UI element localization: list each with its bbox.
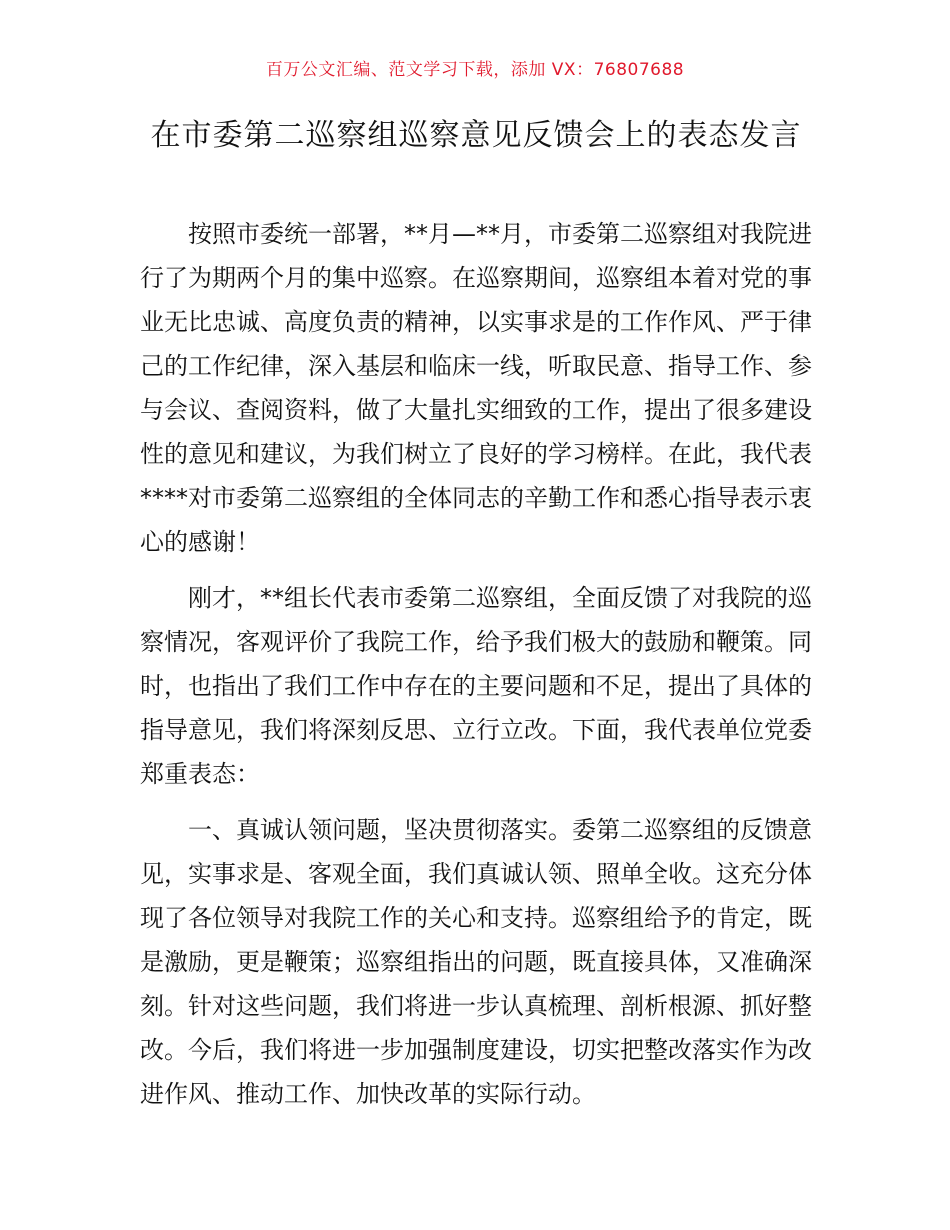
watermark-header: 百万公文汇编、范文学习下载，添加 VX：76807688 [265, 60, 685, 80]
document-body [140, 212, 812, 1128]
page-title: 在市委第二巡察组巡察意见反馈会上的表态发言 [150, 118, 802, 153]
paragraph-1: 按照市委统一部署，**月—**月，市委第二巡察组对我院进行了为期两个月的集中巡察。在巡察期间，巡察组本着对党的事业无比忠诚、高度负责的精神，以实事求是的工作作风、严于律己的工作纪律，深入基层和临床一线，听取民意、指导工作、参与会议、查阅资料，做了大量扎实细致的工作，提出了很多建设性的意见和建议，为我们树立了良好的学习榜样。在此，我代表****对市委第二巡察组的全体同志的辛勤工作和悉心指导表示衷心的感谢！ [140, 220, 812, 556]
paragraph-3: 一、真诚认领问题，坚决贯彻落实。委第二巡察组的反馈意见，实事求是、客观全面，我们真诚认领、照单全收。这充分体现了各位领导对我院工作的关心和支持。巡察组给予的肯定，既是激励，更是鞭策；巡察组指出的问题，既直接具体，又准确深刻。针对这些问题，我们将进一步认真梳理、剖析根源、抓好整改。今后，我们将进一步加强制度建设，切实把整改落实作为改进作风、推动工作、加快改革的实际行动。 [140, 816, 812, 1108]
paragraph-2: 刚才，**组长代表市委第二巡察组，全面反馈了对我院的巡察情况，客观评价了我院工作，给予我们极大的鼓励和鞭策。同时，也指出了我们工作中存在的主要问题和不足，提出了具体的指导意见，我们将深刻反思、立行立改。下面，我代表单位党委郑重表态： [140, 584, 812, 788]
